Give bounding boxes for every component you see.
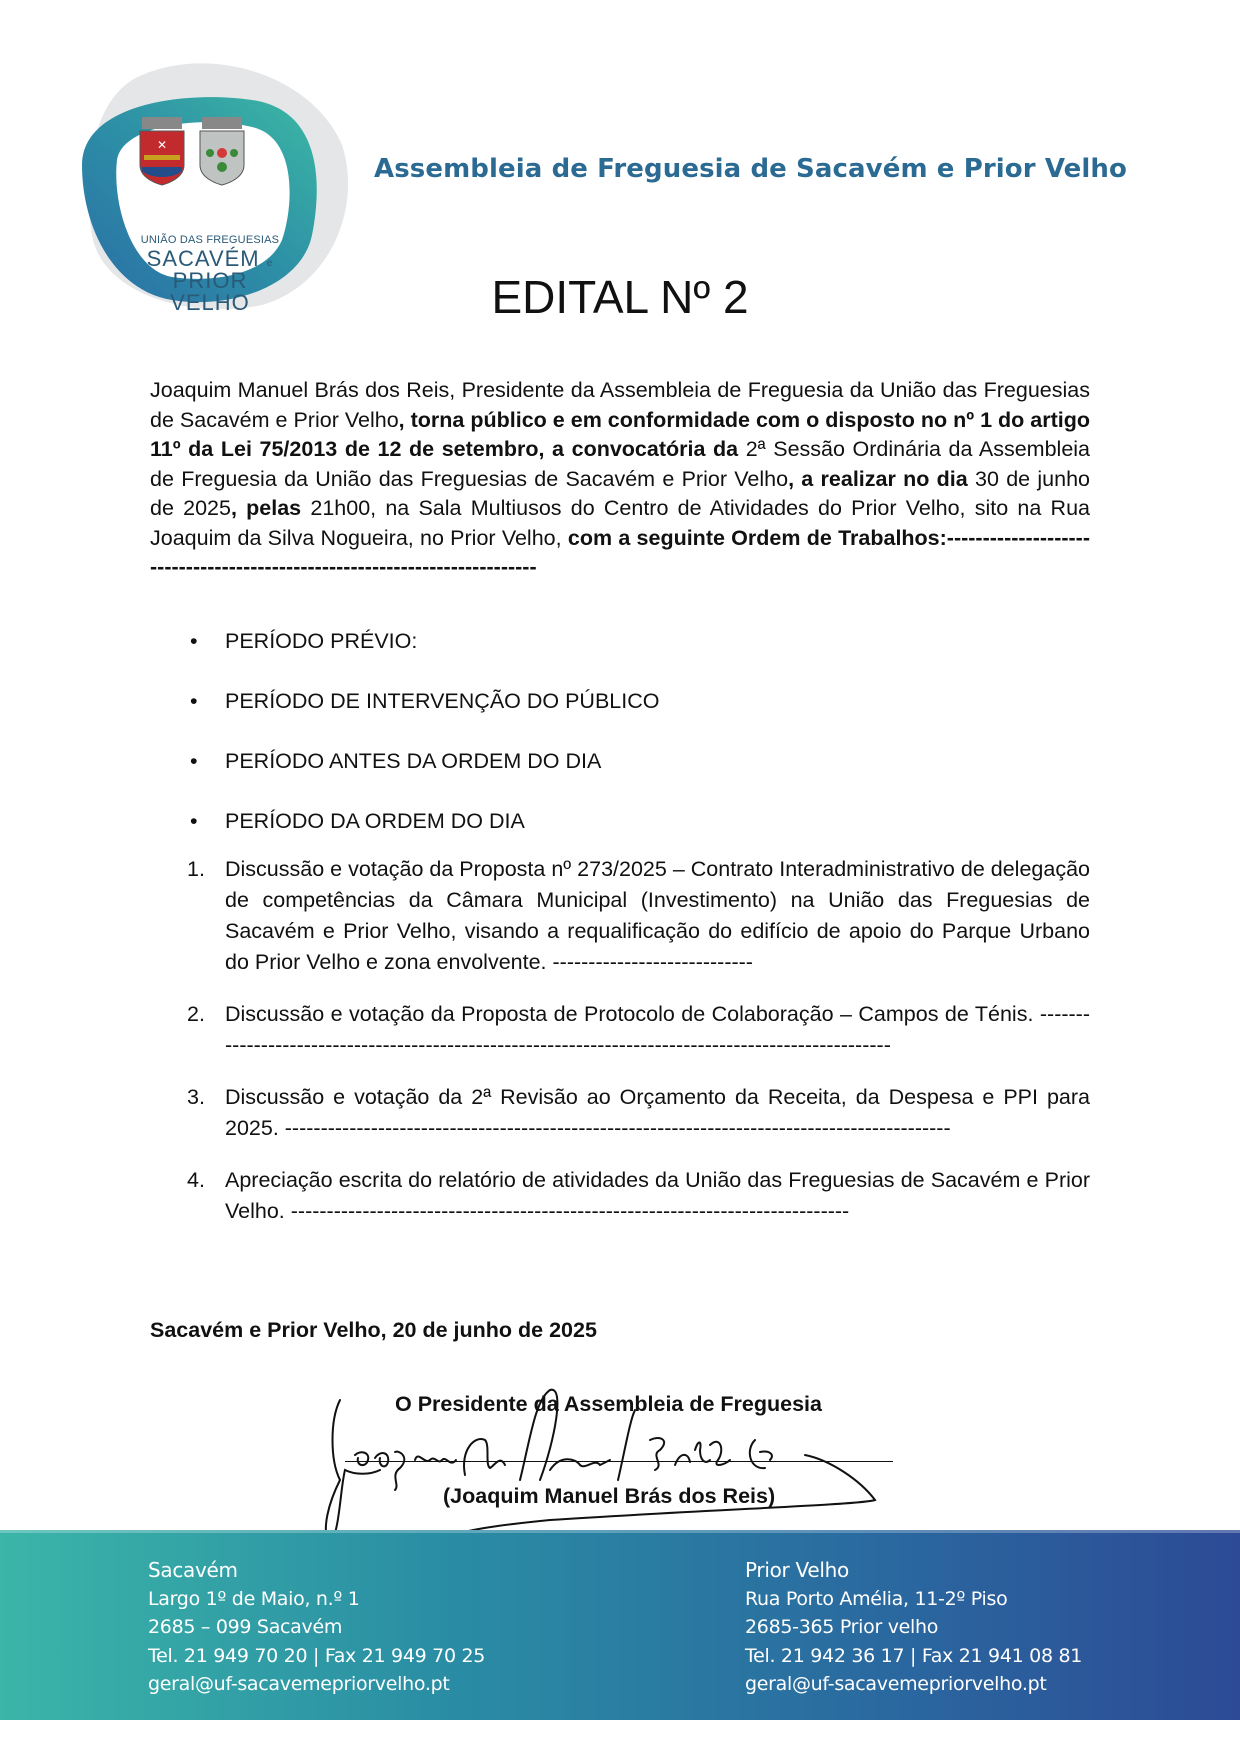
intro-bold-4: com a seguinte Ordem de Trabalhos:--------------------------------------------------------------------------	[150, 525, 1090, 579]
agenda-list	[150, 854, 1090, 1248]
period-item	[150, 629, 1090, 689]
period-item	[150, 749, 1090, 809]
period-label: PERÍODO ANTES DA ORDEM DO DIA	[225, 749, 602, 773]
place-date: Sacavém e Prior Velho, 20 de junho de 2025	[150, 1318, 597, 1342]
sacavem-postal: 2685 – 099 Sacavém	[148, 1616, 343, 1638]
bullet-icon: •	[190, 689, 198, 713]
intro-date: 30 de junho de 2025	[150, 466, 1090, 520]
intro-text-2: 2ª Sessão Ordinária da Assembleia de Freguesia da União das Freguesias de Sacavém e Prior Velho	[150, 437, 1091, 491]
intro-time-place: 21h00, na Sala Multiusos do Centro de Atividades do Prior Velho, sito na Rua Joaquim da Silva Nogueira, no Prior Velho,	[150, 496, 1090, 550]
agenda-number: 2.	[187, 1002, 205, 1026]
logo-line-prior-velho: PRIOR VELHO	[170, 268, 250, 315]
prior-velho-email-link[interactable]: geral@uf-sacavemepriorvelho.pt	[745, 1673, 1047, 1695]
logo-line-sacavem	[130, 248, 290, 270]
agenda-text: Discussão e votação da Proposta de Protocolo de Colaboração – Campos de Ténis. ----------------------------------------------------------------------------------------------------	[225, 1002, 1090, 1057]
agenda-item	[150, 1165, 1090, 1227]
agenda-text: Apreciação escrita do relatório de atividades da União das Freguesias de Sacavém e Prior Velho. ------------------------------------------------------------------------------	[225, 1168, 1090, 1223]
intro-paragraph	[150, 376, 1090, 583]
prior-velho-postal: 2685-365 Prior velho	[745, 1616, 939, 1638]
assembly-title: Assembleia de Freguesia de Sacavém e Prior Velho	[374, 154, 1127, 184]
agenda-item	[150, 999, 1090, 1061]
period-list	[150, 629, 1090, 869]
logo-e: e	[266, 258, 274, 269]
agenda-number: 4.	[187, 1168, 205, 1192]
sacavem-phone: Tel. 21 949 70 20 | Fax 21 949 70 25	[148, 1644, 486, 1667]
sacavem-address: Largo 1º de Maio, n.º 1	[148, 1587, 360, 1610]
signatory-name: (Joaquim Manuel Brás dos Reis)	[443, 1484, 776, 1508]
bullet-icon: •	[190, 809, 198, 833]
sacavem-office-name: Sacavém	[148, 1558, 238, 1582]
bullet-icon: •	[190, 629, 198, 653]
prior-velho-office-name: Prior Velho	[745, 1558, 849, 1582]
agenda-number: 3.	[187, 1085, 205, 1109]
period-label: PERÍODO DA ORDEM DO DIA	[225, 809, 525, 833]
footer-contact-bar	[0, 1530, 1240, 1720]
period-label: PERÍODO PRÉVIO:	[225, 629, 418, 653]
intro-text-1: Joaquim Manuel Brás dos Reis, Presidente da Assembleia de Freguesia da União das Freguesias de Sacavém e Prior Velho	[150, 378, 1090, 432]
agenda-text: Discussão e votação da 2ª Revisão ao Orçamento da Receita, da Despesa e PPI para 2025. ---------------------------------------------------------------------------------------------	[225, 1085, 1090, 1140]
logo-line-uniao: UNIÃO DAS FREGUESIAS	[140, 234, 280, 246]
agenda-item	[150, 854, 1090, 978]
prior-velho-contact	[745, 1556, 1082, 1699]
handwritten-signature-icon	[300, 1380, 960, 1555]
sacavem-contact	[148, 1556, 485, 1699]
logo-sacavem: SACAVÉM	[146, 246, 260, 271]
bullet-icon: •	[190, 749, 198, 773]
intro-bold-3: , pelas	[230, 496, 302, 520]
sacavem-email-link[interactable]: geral@uf-sacavemepriorvelho.pt	[148, 1673, 450, 1695]
signature-title: O Presidente da Assembleia de Freguesia	[395, 1392, 822, 1416]
prior-velho-coat-of-arms	[200, 117, 244, 185]
agenda-text: Discussão e votação da Proposta nº 273/2025 – Contrato Interadministrativo de delegação de competências da Câmara Municipal (Investimento) na União das Freguesias de Sacavém e Prior Velho, visando a requalificação do edifício de apoio do Parque Urbano do Prior Velho e zona envolvente. ----------------------------	[225, 857, 1090, 974]
intro-bold-1: , torna público e em conformidade com o disposto no nº 1 do artigo 11º da Lei 75/2013 de 12 de setembro, a convocatória da	[150, 407, 1090, 461]
svg-text:✕: ✕	[157, 138, 168, 152]
prior-velho-phone: Tel. 21 942 36 17 | Fax 21 941 08 81	[745, 1644, 1083, 1667]
intro-bold-2: , a realizar no dia	[788, 466, 968, 491]
prior-velho-address: Rua Porto Amélia, 11-2º Piso	[745, 1587, 1008, 1610]
footer-divider	[0, 1530, 1240, 1533]
period-label: PERÍODO DE INTERVENÇÃO DO PÚBLICO	[225, 689, 660, 713]
document-title: EDITAL Nº 2	[491, 271, 749, 323]
sacavem-coat-of-arms	[140, 117, 184, 185]
agenda-item	[150, 1082, 1090, 1144]
period-item	[150, 689, 1090, 749]
agenda-number: 1.	[187, 857, 205, 881]
